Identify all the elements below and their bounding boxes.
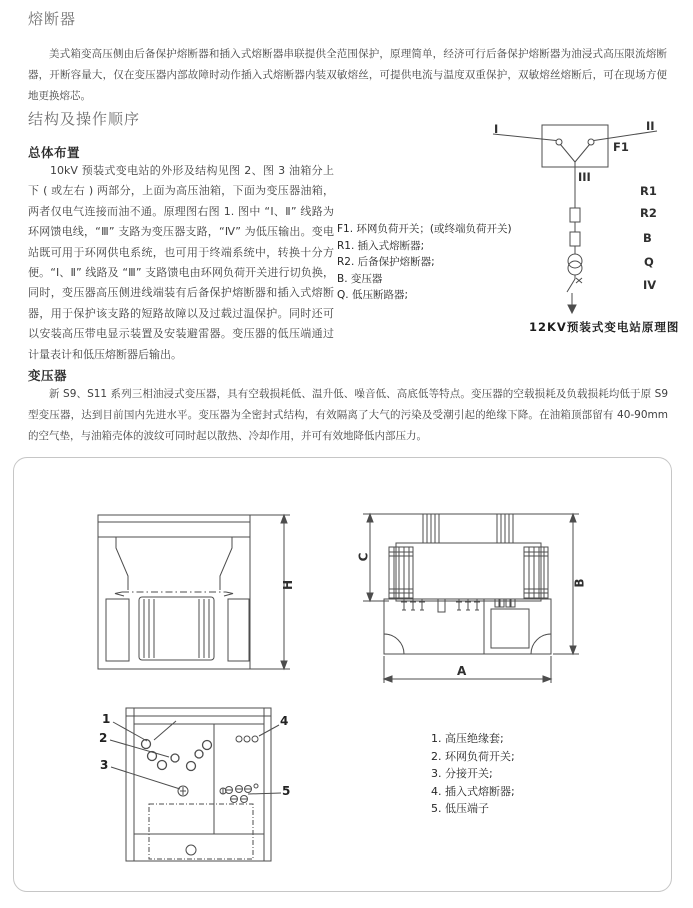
fuse-R2-label: R2 <box>640 206 657 220</box>
section-title-structure: 结构及操作顺序 <box>28 110 141 128</box>
substation-schematic <box>330 112 693 344</box>
top-view <box>96 704 296 874</box>
section-title-transformer: 变压器 <box>28 368 68 383</box>
dimension-C-label: C <box>356 552 371 562</box>
front-view-drawing <box>91 506 296 684</box>
figure-legend-item-3: 3. 分接开关; <box>431 767 493 781</box>
output-IV-label: IV <box>643 278 657 292</box>
callout-2: 2 <box>99 731 108 745</box>
dimension-B-label: B <box>572 578 587 588</box>
branch-III-label: III <box>578 170 591 184</box>
legend-item-f1: F1. 环网负荷开关；(或终端负荷开关) <box>337 223 512 235</box>
callout-3: 3 <box>100 758 109 772</box>
schematic-caption: 12KV预装式变电站原理图 <box>529 320 680 334</box>
dimension-A-label: A <box>457 664 467 678</box>
line-I-label: I <box>494 122 499 136</box>
side-view-drawing <box>356 506 591 696</box>
fuse-paragraph: 美式箱变高压侧由后备保护熔断器和插入式熔断器串联提供全范围保护，原理简单，经济可行后备保护熔断器为油浸式高压限流熔断器，开断容量大，仅在变压器内部故障时动作插入式熔断器内装双敏熔丝，可提供电流与温度双重保护，双敏熔丝熔断后，可在现场方便地更换熔芯。 <box>28 48 667 102</box>
figure-legend-item-4: 4. 插入式熔断器; <box>431 784 515 798</box>
side-view <box>356 506 591 696</box>
callout-4: 4 <box>280 714 289 728</box>
breaker-Q-label: Q <box>644 255 654 269</box>
figure-legend-item-2: 2. 环网负荷开关; <box>431 749 515 763</box>
figure-legend <box>431 730 515 818</box>
top-view-drawing <box>96 704 296 874</box>
figure-legend-item-1: 1. 高压绝缘套; <box>431 732 504 745</box>
figure-legend-item-5: 5. 低压端子 <box>431 802 489 816</box>
callout-1: 1 <box>102 712 111 726</box>
legend-item-b: B. 变压器 <box>337 272 383 285</box>
subsection-title-layout: 总体布置 <box>28 145 81 160</box>
fuse-R1-label: R1 <box>640 184 657 198</box>
section-title-fuse: 熔断器 <box>28 10 77 28</box>
front-view <box>91 506 296 684</box>
legend-item-q: Q. 低压断路器; <box>337 289 408 302</box>
legend-item-r2: R2. 后备保护熔断器; <box>337 256 435 269</box>
figure-panel <box>13 457 672 892</box>
switch-F1-label: F1 <box>613 140 629 154</box>
legend-item-r1: R1. 插入式熔断器; <box>337 239 425 252</box>
schematic-legend <box>337 221 512 304</box>
structure-paragraph: 10kV 预装式变电站的外形及结构见图 2、图 3 油箱分上下 ( 或左右 ) 两部分，上面为高压油箱，下面为变压器油箱，两者仅电气连接而油不通。原理图右图 1. 图中 “Ⅰ、Ⅱ” 线路为环网馈电线，“Ⅲ” 支路为变压器支路，“Ⅳ” 为低压输出。变电站既可用于环网供电系统，也可用于终端系统中，转换十分方便。“Ⅰ、Ⅱ” 线路及 “Ⅲ” 支路馈电由环网负荷开关进行切负换，同时，变压器高压侧进线端装有后备保护熔断器和插入式熔断器，用于保护该支路的短路故障以及过载过温保护。同时还可以安装高压带电显示装置及安装避雷器。变压器的低压端通过计量表计和低压熔断器后输出。 <box>28 164 334 361</box>
line-II-label: II <box>646 119 655 133</box>
dimension-H-label: H <box>281 579 296 591</box>
callout-5: 5 <box>282 784 291 798</box>
transformer-paragraph: 新 S9、S11 系列三相油浸式变压器，具有空载损耗低、温升低、噪音低、高底低等特点。变压器的空载损耗及负载损耗均低于原 S9 型变压器，达到目前国内先进水平。变压器为全密封式结构，有效隔离了大气的污染及受潮引起的绝缘下降。在油箱顶部留有 40-90mm 的空气垫，与油箱壳体的波纹可同时起以散热、冷却作用，并可有效地降低内部压力。 <box>28 388 668 442</box>
transformer-B-label: B <box>643 231 652 245</box>
